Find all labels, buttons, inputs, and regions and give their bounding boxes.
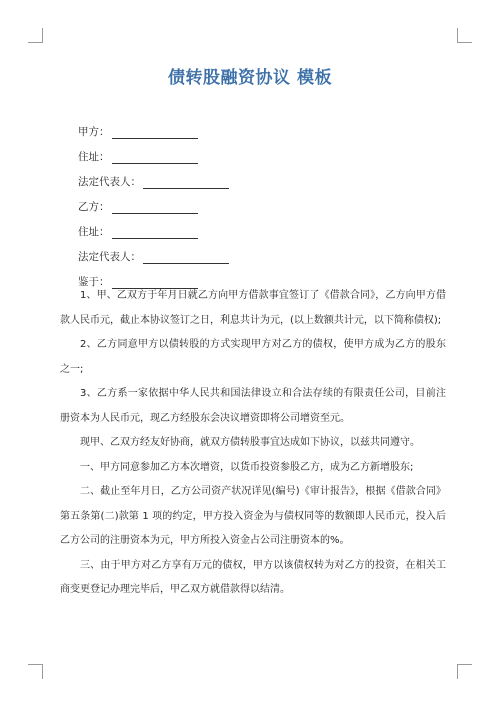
field-address-b [78, 214, 229, 239]
paragraph: 二、截止至年月日，乙方公司资产状况详见(编号)《审计报告》，根据《借款合同》第五条第(二)款第 1 项的约定，甲方投入资金为与债权同等的数额即人民币元，投入后乙方公司的注册资本为元，甲方所投入资金占公司注册资本的%。 [60, 486, 446, 546]
blank-line[interactable] [112, 228, 198, 239]
field-label: 法定代表人： [78, 251, 141, 263]
corner-mark-top-left [28, 28, 43, 43]
blank-line[interactable] [143, 253, 229, 264]
paragraph: 2、乙方同意甲方以债转股的方式实现甲方对乙方的债权，使甲方成为乙方的股东之一; [60, 339, 446, 375]
party-fields [78, 114, 229, 289]
paragraph: 1、甲、乙双方于年月日就乙方向甲方借款事宜签订了《借款合同》，乙方向甲方借款人民币元，截止本协议签订之日，利息共计为元，(以上数额共计元，以下简称债权); [60, 290, 446, 326]
paragraph: 三、由于甲方对乙方享有万元的债权，甲方以该债权转为对乙方的投资，在相关工商变更登记办理完毕后，甲乙双方就借款得以结清。 [60, 559, 446, 595]
paragraph: 3、乙方系一家依据中华人民共和国法律设立和合法存续的有限责任公司，目前注册资本为人民币元，现乙方经股东会决议增资即将公司增资至元。 [60, 388, 446, 424]
field-label: 甲方： [78, 126, 110, 138]
field-label: 住址： [78, 226, 110, 238]
field-address-a [78, 139, 229, 164]
field-party-a [78, 114, 229, 139]
corner-mark-top-right [457, 28, 472, 43]
corner-mark-bottom-left [28, 664, 43, 679]
blank-line[interactable] [112, 203, 198, 214]
field-label: 鉴于： [78, 276, 110, 288]
agreement-body [60, 284, 446, 603]
field-label: 住址： [78, 151, 110, 163]
blank-line[interactable] [143, 178, 229, 189]
field-label: 乙方： [78, 201, 110, 213]
blank-line[interactable] [112, 128, 198, 139]
field-party-b [78, 189, 229, 214]
field-legal-rep-a [78, 164, 229, 189]
blank-line[interactable] [112, 153, 198, 164]
document-title: 债转股融资协议 模板 [168, 68, 332, 88]
corner-mark-bottom-right [457, 664, 472, 679]
paragraph: 一、甲方同意参加乙方本次增资，以货币投资参股乙方，成为乙方新增股东; [80, 461, 414, 473]
field-label: 法定代表人： [78, 176, 141, 188]
paragraph: 现甲、乙双方经友好协商，就双方债转股事宜达成如下协议，以兹共同遵守。 [80, 437, 420, 448]
field-legal-rep-b [78, 239, 229, 264]
